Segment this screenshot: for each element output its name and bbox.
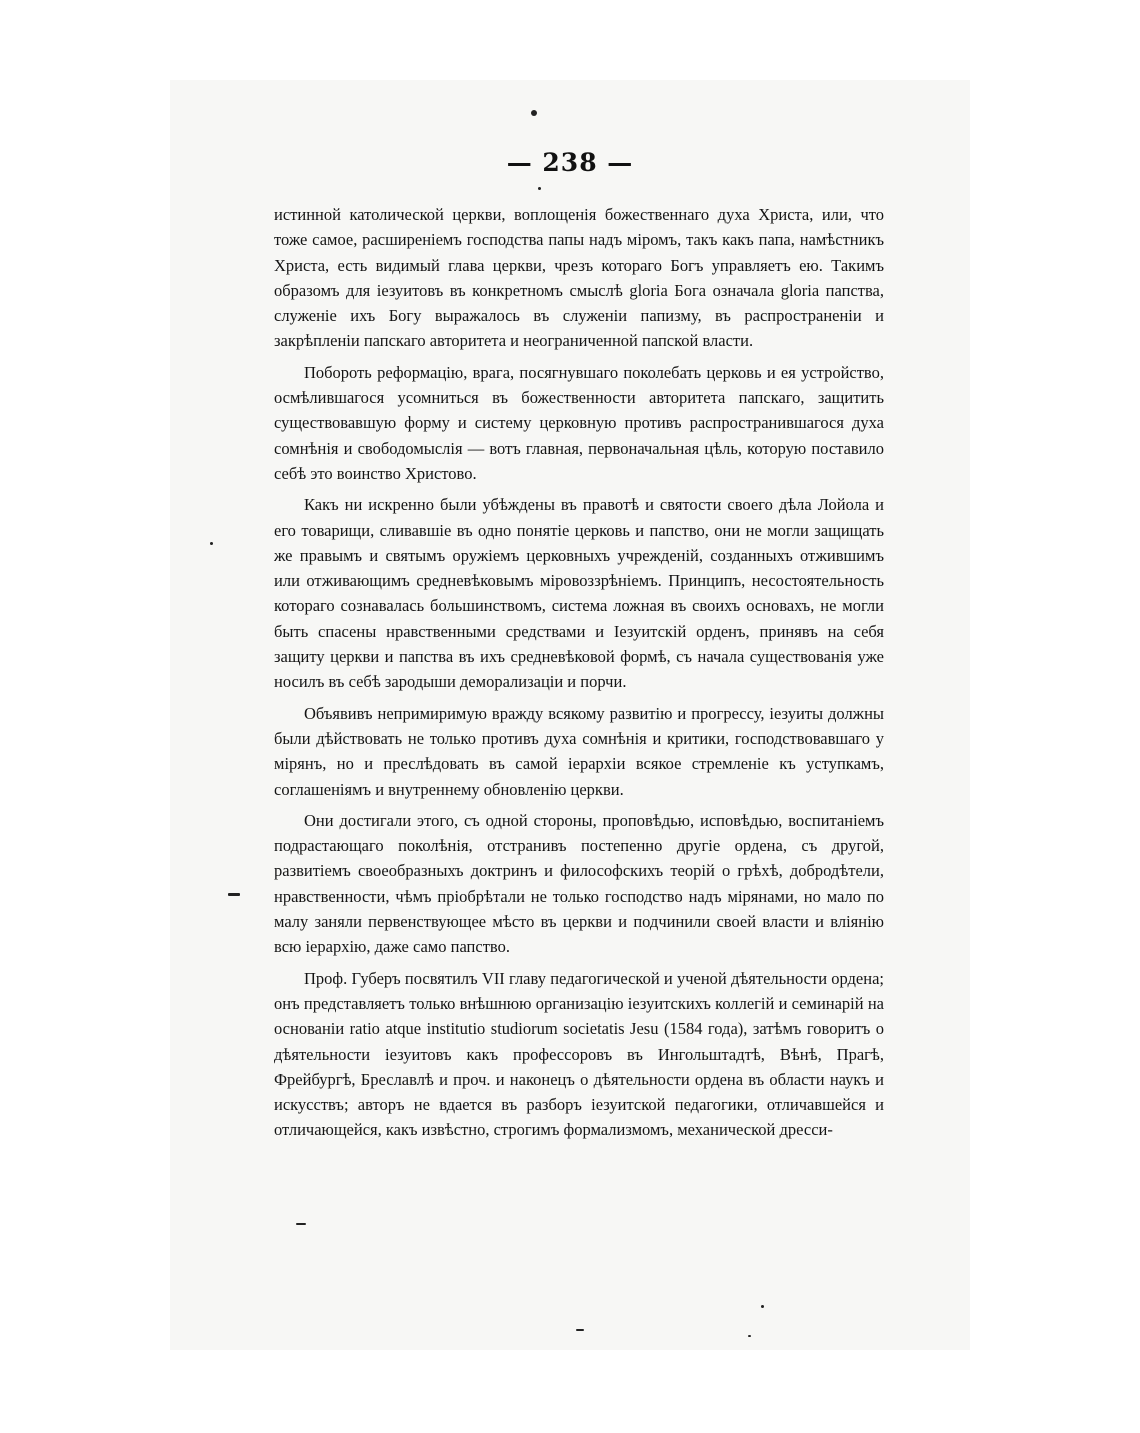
paragraph: истинной католической церкви, воплощенія божественнаго духа Христа, или, что тоже самое, расширеніемъ господства папы надъ міромъ, такъ какъ папа, намѣстникъ Христа, есть видимый глава церкви, чрезъ котораго Богъ управляетъ ею. Такимъ образомъ для іезуитовъ въ конкретномъ смыслѣ gloria Бога означала gloria папства, служеніе ихъ Богу выражалось въ служеніи папизму, въ распространеніи и закрѣпленіи папскаго авторитета и неограниченной папской власти. (274, 205, 884, 351)
paragraph: Побороть реформацію, врага, посягнувшаго поколебать церковь и ея устройство, осмѣлившагося усомниться въ божественности авторитета папскаго, защитить существовавшую форму и систему церковную противъ распространившагося духа сомнѣнія и свободомыслія — вотъ главная, первоначальная цѣль, которую поставило себѣ это воинство Христово. (274, 362, 884, 483)
print-speck (531, 110, 537, 116)
print-speck (228, 893, 240, 896)
print-speck (748, 1335, 751, 1337)
book-page (170, 80, 970, 1350)
paragraph: Объявивъ непримиримую вражду всякому развитію и прогрессу, іезуиты должны были дѣйствовать не только противъ духа сомнѣнія и критики, господствовавшаго у мірянъ, но и преслѣдовать въ самой іерархіи всякое стремленіе къ уступкамъ, соглашеніямъ и внутреннему обновленію церкви. (274, 703, 884, 799)
paragraph: Какъ ни искренно были убѣждены въ правотѣ и святости своего дѣла Лойола и его товарищи, сливавшіе въ одно понятіе церковь и папство, они не могли защищать же правымъ и святымъ оружіемъ церковныхъ учрежденій, созданныхъ отжившимъ или отживающимъ средневѣковымъ міровоззрѣніемъ. Принципъ, несостоятельность котораго сознавалась большинствомъ, система ложная въ своихъ основахъ, не могли быть спасены нравственными средствами и Іезуитскій орденъ, принявъ на себя защиту церкви и папства въ ихъ средневѣковой формѣ, съ начала существованія уже носилъ въ себѣ зародыши деморализаціи и порчи. (274, 495, 884, 692)
page-number: — 238 — (506, 148, 634, 177)
print-speck (538, 187, 541, 190)
print-speck (761, 1305, 764, 1308)
paragraph: Они достигали этого, съ одной стороны, проповѣдью, исповѣдью, воспитаніемъ подрастающаго поколѣнія, отстранивъ постепенно другіе ордена, съ другой, развитіемъ своеобразныхъ доктринъ и философскихъ теорій о грѣхѣ, добродѣтели, нравственности, чѣмъ пріобрѣтали не только господство надъ мірянами, но мало по малу заняли первенствующее мѣсто въ церкви и подчинили своей власти и вліянію всю іерархію, даже само папство. (274, 810, 884, 957)
print-speck (576, 1329, 584, 1331)
print-speck (210, 542, 213, 545)
body-text (274, 202, 884, 1149)
print-speck (296, 1223, 306, 1225)
paragraph: Проф. Губеръ посвятилъ VII главу педагогической и ученой дѣятельности ордена; онъ представляетъ только внѣшнюю организацію іезуитскихъ коллегій и семинарій на основаніи ratio atque institutio studiorum societatis Jesu (1584 года), затѣмъ говоритъ о дѣятельности іезуитовъ какъ профессоровъ въ Ингольштадтѣ, Вѣнѣ, Прагѣ, Фрейбургѣ, Бреславлѣ и проч. и наконецъ о дѣятельности ордена въ области наукъ и искусствъ; авторъ не вдается въ разборъ іезуитской педагогики, отличавшейся и отличающейся, какъ извѣстно, строгимъ формализмомъ, механической дресси- (274, 968, 884, 1140)
